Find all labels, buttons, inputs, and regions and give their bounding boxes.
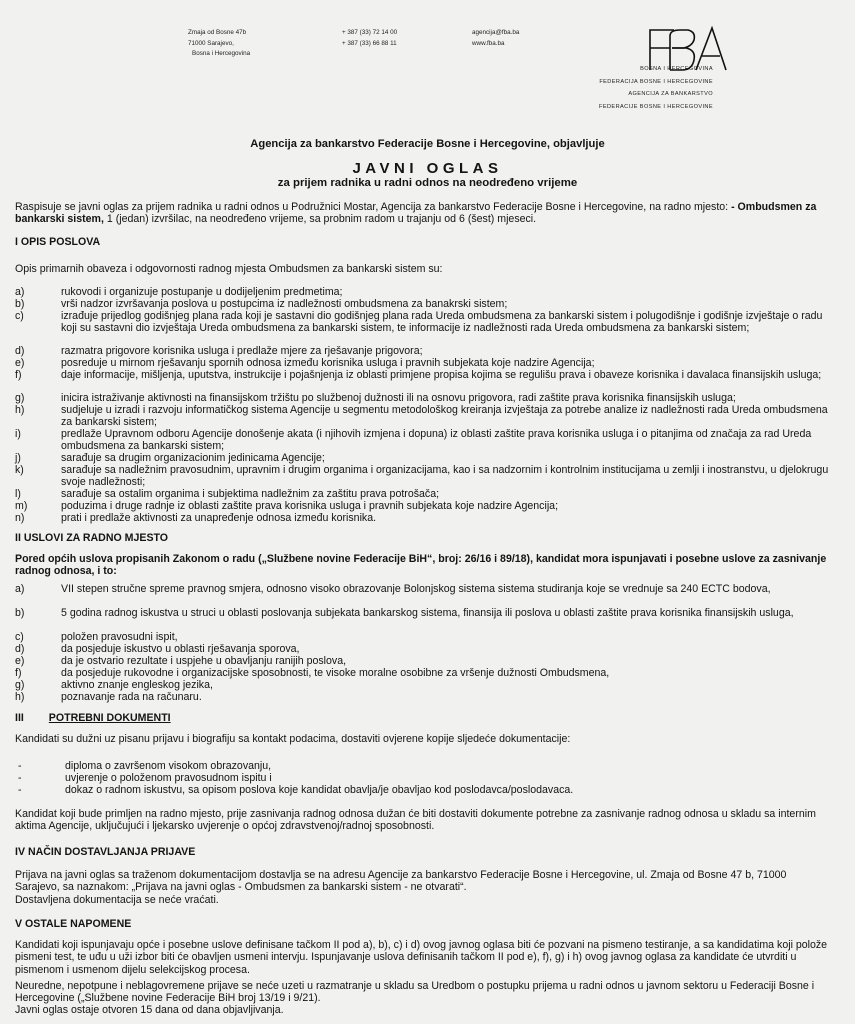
delivery-paragraph: Prijava na javni oglas sa traženom dokumentacijom dostavlja se na adresu Agencije za bankarstvo Federacije Bosne i Hercegovine, ul. Zmaja od Bosne 47 b, 71000 Sarajevo, sa naznakom: „Prijava na javni oglas - Ombudsmen za bankarski sistem - ne otvarati“. Dostavljena dokumentacija se neće vraćati. bbox=[15, 869, 787, 906]
section-heading: V OSTALE NAPOMENE bbox=[15, 918, 132, 930]
address-block bbox=[188, 28, 250, 60]
section-heading: IV NAČIN DOSTAVLJANJA PRIJAVE bbox=[15, 846, 196, 858]
note-paragraph: Kandidat koji bude primljen na radno mjesto, prije zasnivanja radnog odnosa dužan će biti dostaviti dokumente potrebne za zasnivanje radnog odnosa u skladu sa internim aktima Agencije, uključujući i ljekarsko uvjerenje o općoj zdravstvenoj/radnoj sposobnosti. bbox=[15, 808, 816, 833]
notes-paragraph: Javni oglas ostaje otvoren 15 dana od dana objavljivanja. bbox=[15, 1004, 284, 1016]
section-heading: II USLOVI ZA RADNO MJESTO bbox=[15, 532, 169, 544]
address-line: Zmaja od Bosne 47b bbox=[188, 29, 247, 36]
intro-paragraph: Raspisuje se javni oglas za prijem radnika u radni odnos u Podružnici Mostar, Agencija za bankarstvo Federacije Bosne i Hercegovine, na radno mjesto: - Ombudsmen za bankarski sistem, 1 (jedan) izvršilac, na neodređeno vrijeme, sa probnim radom u trajanju od 6 (šest) mjeseci. bbox=[15, 201, 817, 226]
notes-paragraph: Kandidati koji ispunjavaju opće i posebne uslove definisane tačkom II pod a), b), c) i d) ovog javnog oglasa biti će pozvani na pismeno testiranje, a sa kandidatima koji polože pismeni test, te uđu u uži izbor biti će obavljen usmeni intervju. Ispunjavanje uslova definisanih tačkom II pod e), f), g) i h) ovog javnog oglasa za kandidate će utvrditi u pismenom i usmenom dijelu selekcijskog procesa. bbox=[15, 939, 828, 976]
section-lead: Pored općih uslova propisanih Zakonom o radu („Službene novine Federacije BiH“, broj: 26/16 i 89/18), kandidat mora ispunjavati i posebne uslove za zasnivanje radnog odnosa, i to: bbox=[15, 553, 827, 578]
contact-block bbox=[472, 28, 519, 49]
institution-line: FEDERACIJE BOSNE I HERCEGOVINE bbox=[599, 103, 713, 110]
section-lead: Kandidati su dužni uz pisanu prijavu i biografiju sa kontakt podacima, dostaviti ovjerene kopije sljedeće dokumentacije: bbox=[15, 733, 571, 745]
website-line: www.fba.ba bbox=[472, 39, 505, 47]
section-heading: III POTREBNI DOKUMENTI bbox=[15, 712, 171, 724]
phone-line: + 387 (33) 72 14 00 bbox=[342, 29, 398, 36]
position-name: - Ombudsmen za bankarski sistem, bbox=[15, 201, 817, 226]
institution-line: AGENCIJA ZA BANKARSTVO bbox=[628, 91, 713, 97]
page-title: JAVNI OGLAS bbox=[352, 160, 503, 177]
institution-line: BOSNA I HERCEGOVINA bbox=[640, 66, 713, 72]
phone-block bbox=[342, 28, 397, 49]
institution-lines bbox=[573, 63, 713, 113]
section-heading: I OPIS POSLOVA bbox=[15, 236, 101, 248]
publisher-line: Agencija za bankarstvo Federacije Bosne i Hercegovine, objavljuje bbox=[250, 138, 605, 150]
address-line: 71000 Sarajevo, bbox=[188, 39, 234, 47]
section-lead: Opis primarnih obaveza i odgovornosti radnog mjesta Ombudsmen za bankarski sistem su: bbox=[15, 263, 443, 275]
address-line: Bosna i Hercegovina bbox=[192, 50, 251, 57]
email-line: agencija@fba.ba bbox=[472, 29, 520, 36]
institution-line: FEDERACIJA BOSNE I HERCEGOVINE bbox=[599, 78, 713, 85]
page-subtitle: za prijem radnika u radni odnos na neodređeno vrijeme bbox=[277, 177, 578, 189]
phone-line: + 387 (33) 66 88 11 bbox=[342, 39, 397, 47]
notes-paragraph: Neuredne, nepotpune i neblagovremene prijave se neće uzeti u razmatranje u skladu sa Uredbom o postupku prijema u radni odnos u javnom sektoru u Federaciji Bosne i Hercegovine („Službene novine Federacije BiH broj 13/19 i 9/21). bbox=[15, 980, 815, 1005]
